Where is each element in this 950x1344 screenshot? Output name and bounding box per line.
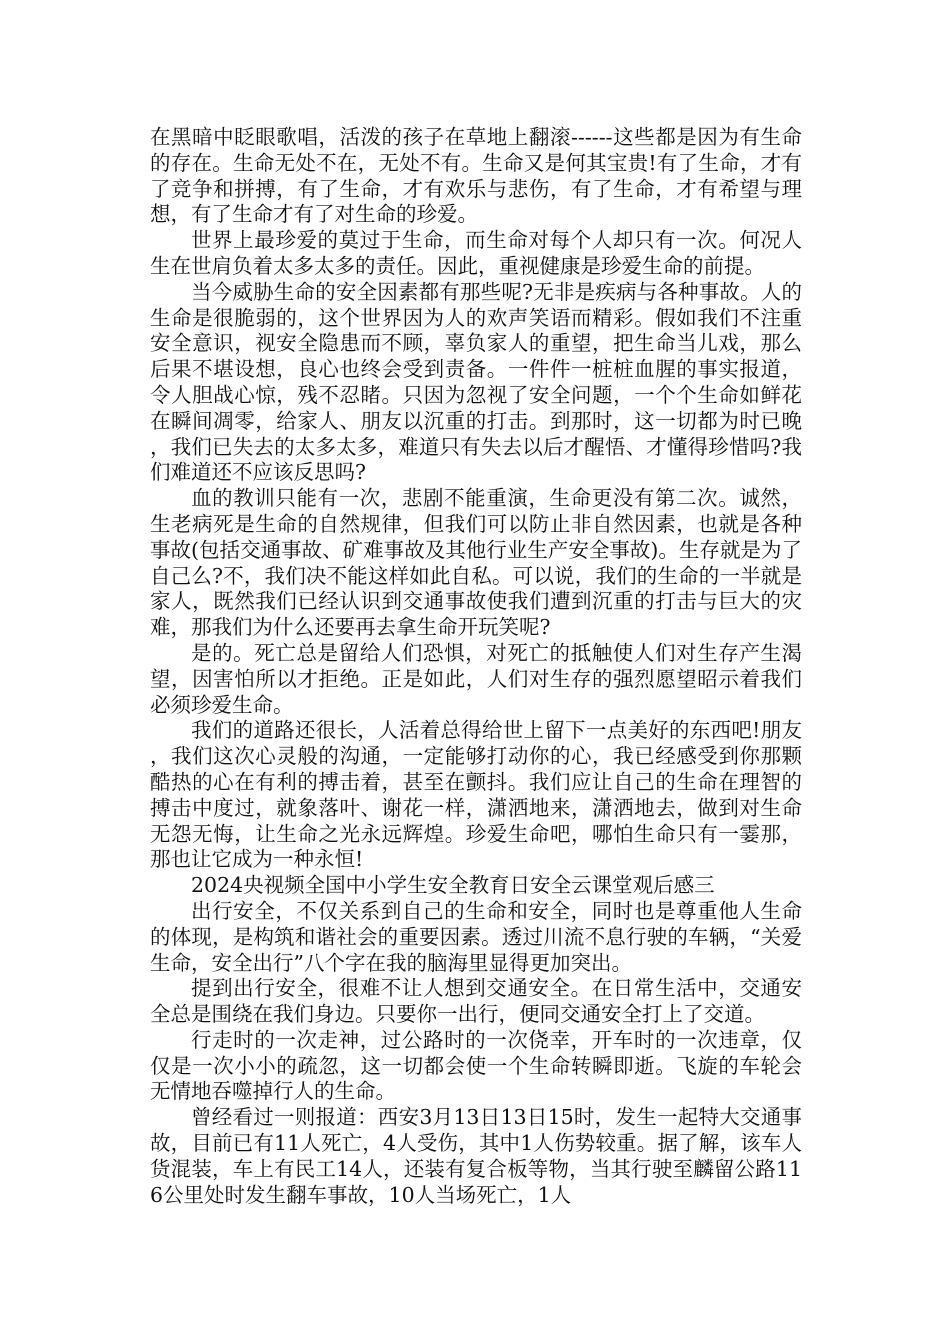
paragraph-continued-intro: 在黑暗中眨眼歌唱，活泼的孩子在草地上翻滚------这些都是因为有生命的存在。生命无处不在，无处不有。生命又是何其宝贵!有了生命，才有了竞争和拼搏，有了生命，才有欢乐与悲伤，有了生命，才有希望与理想，有了生命才有了对生命的珍爱。 xyxy=(150,125,802,227)
paragraph-safety-threats: 当今威胁生命的安全因素都有那些呢?无非是疾病与各种事故。人的生命是很脆弱的，这个世界因为人的欢声笑语而精彩。假如我们不注重安全意识，视安全隐患而不顾，辜负家人的重望，把生命当儿戏，那么后果不堪设想，良心也终会受到责备。一件件一桩桩血腥的事实报道，令人胆战心惊，残不忍睹。只因为忽视了安全问题，一个个生命如鲜花在瞬间凋零，给家人、朋友以沉重的打击。到那时，这一切都为时已晚，我们已失去的太多太多，难道只有失去以后才醒悟、才懂得珍惜吗?我们难道还不应该反思吗? xyxy=(150,279,802,485)
section-heading: 2024央视频全国中小学生安全教育日安全云课堂观后感三 xyxy=(191,873,715,898)
paragraph-death-fear: 是的。死亡总是留给人们恐惧，对死亡的抵触使人们对生存产生渴望，因害怕所以才拒绝。正是如此，人们对生存的强烈愿望昭示着我们必须珍爱生命。 xyxy=(150,640,802,717)
paragraph-travel-safety: 出行安全，不仅关系到自己的生命和安全，同时也是尊重他人生命的体现，是构筑和谐社会的重要因素。透过川流不息行驶的车辆，“关爱生命，安全出行”八个字在我的脑海里显得更加突出。 xyxy=(150,898,802,975)
paragraph-carelessness: 行走时的一次走神，过公路时的一次侥幸，开车时的一次违章，仅仅是一次小小的疏忽，这一切都会使一个生命转瞬即逝。飞旋的车轮会无情地吞噬掉行人的生命。 xyxy=(150,1027,802,1104)
paragraph-news-report: 曾经看过一则报道：西安3月13日13日15时，发生一起特大交通事故，目前已有11人死亡，4人受伤，其中1人伤势较重。据了解，该车人货混装，车上有民工14人，还装有复合板等物，当其行驶至麟留公路116公里处时发生翻车事故，10人当场死亡，1人 xyxy=(150,1105,802,1207)
paragraph-cherish-life: 世界上最珍爱的莫过于生命，而生命对每个人却只有一次。何况人生在世肩负着太多太多的责任。因此，重视健康是珍爱生命的前提。 xyxy=(150,228,802,278)
paragraph-blood-lesson: 血的教训只能有一次，悲剧不能重演，生命更没有第二次。诚然，生老病死是生命的自然规律，但我们可以防止非自然因素，也就是各种事故(包括交通事故、矿难事故及其他行业生产安全事故)。生存就是为了自己么?不，我们决不能这样如此自私。可以说，我们的生命的一半就是家人，既然我们已经认识到交通事故使我们遭到沉重的打击与巨大的灾难，那我们为什么还要再去拿生命开玩笑呢? xyxy=(150,486,802,640)
paragraph-long-road: 我们的道路还很长，人活着总得给世上留下一点美好的东西吧!朋友，我们这次心灵般的沟通，一定能够打动你的心，我已经感受到你那颗酷热的心在有利的搏击着，甚至在颤抖。我们应让自己的生命在理智的搏击中度过，就象落叶、谢花一样，潇洒地来，潇洒地去，做到对生命无怨无悔，让生命之光永远辉煌。珍爱生命吧，哪怕生命只有一霎那，那也让它成为一种永恒! xyxy=(150,718,802,872)
document-page xyxy=(150,125,802,1208)
paragraph-traffic-safety: 提到出行安全，很难不让人想到交通安全。在日常生活中，交通安全总是围绕在我们身边。只要你一出行，便同交通安全打上了交道。 xyxy=(150,976,802,1027)
